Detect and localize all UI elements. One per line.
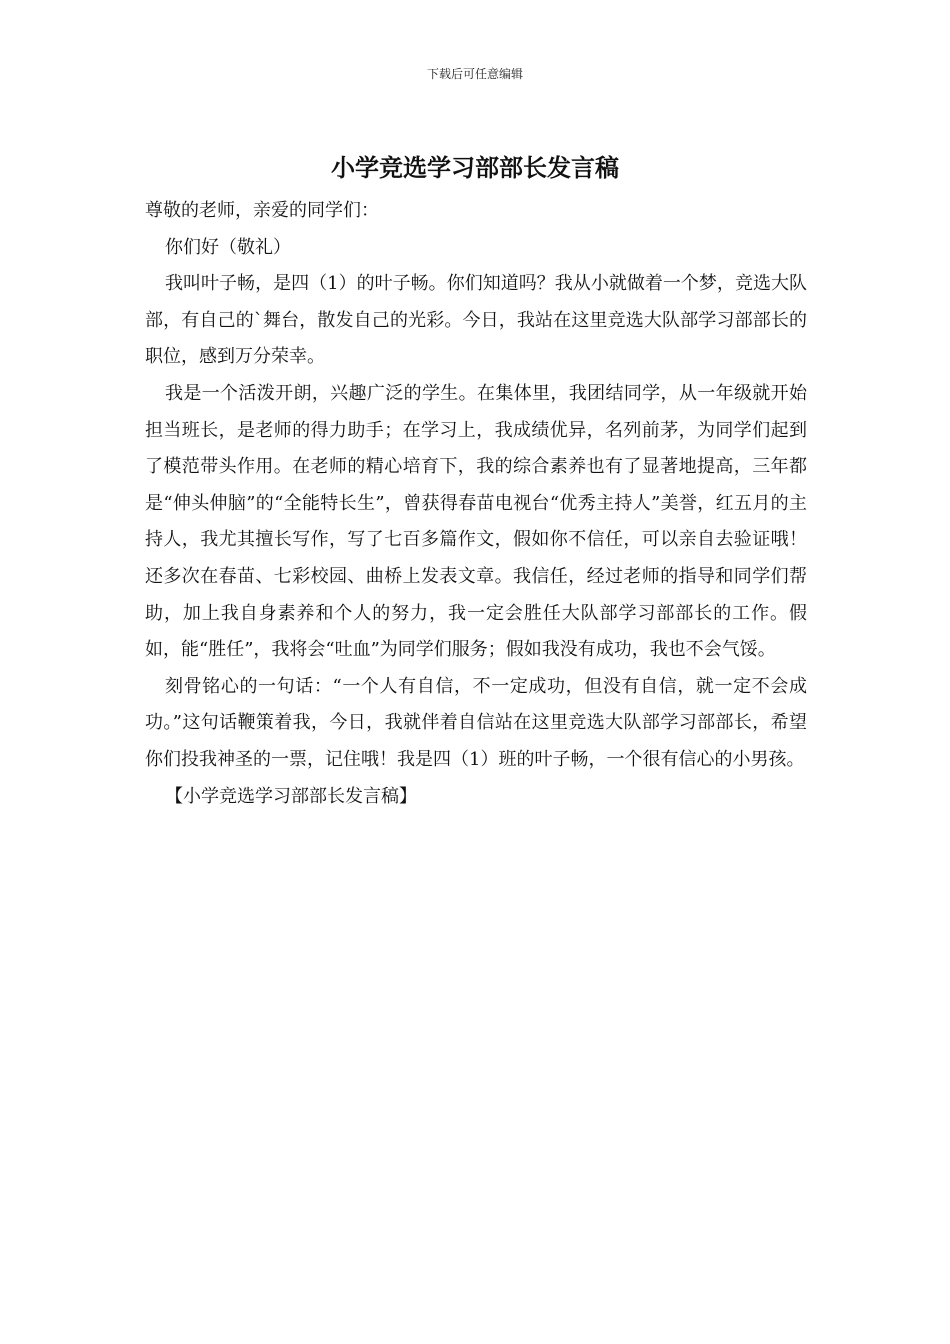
- greeting: 你们好（敬礼）: [165, 236, 291, 258]
- paragraph-motto: 刻骨铭心的一句话：“一个人有自信，不一定成功，但没有自信，就一定不会成功。”这句话鞭策着我，今日，我就伴着自信站在这里竞选大队部学习部部长，希望你们投我神圣的一票，记住哦！我是四（1）班的叶子畅，一个很有信心的小男孩。: [145, 675, 807, 770]
- closing-line: 【小学竞选学习部部长发言稿】: [165, 785, 417, 807]
- paragraph-achievements: 我是一个活泼开朗，兴趣广泛的学生。在集体里，我团结同学，从一年级就开始担当班长，是老师的得力助手；在学习上，我成绩优异，名列前茅，为同学们起到了模范带头作用。在老师的精心培育下，我的综合素养也有了显著地提高，三年都是“伸头伸脑”的“全能特长生”，曾获得春苗电视台“优秀主持人”美誉，红五月的主持人，我尤其擅长写作，写了七百多篇作文，假如你不信任，可以亲自去验证哦！还多次在春苗、七彩校园、曲桥上发表文章。我信任，经过老师的指导和同学们帮助，加上我自身素养和个人的努力，我一定会胜任大队部学习部部长的工作。假如，能“胜任”，我将会“吐血”为同学们服务；假如我没有成功，我也不会气馁。: [145, 382, 807, 661]
- document-body: [145, 193, 807, 815]
- document-title: 小学竞选学习部部长发言稿: [331, 153, 619, 182]
- paragraph-introduction: 我叫叶子畅，是四（1）的叶子畅。你们知道吗？我从小就做着一个梦，竞选大队部，有自己的`舞台，散发自己的光彩。今日，我站在这里竞选大队部学习部部长的职位，感到万分荣幸。: [145, 273, 807, 368]
- header-note: 下载后可任意编辑: [426, 67, 523, 81]
- salutation: 尊敬的老师，亲爱的同学们：: [145, 200, 379, 221]
